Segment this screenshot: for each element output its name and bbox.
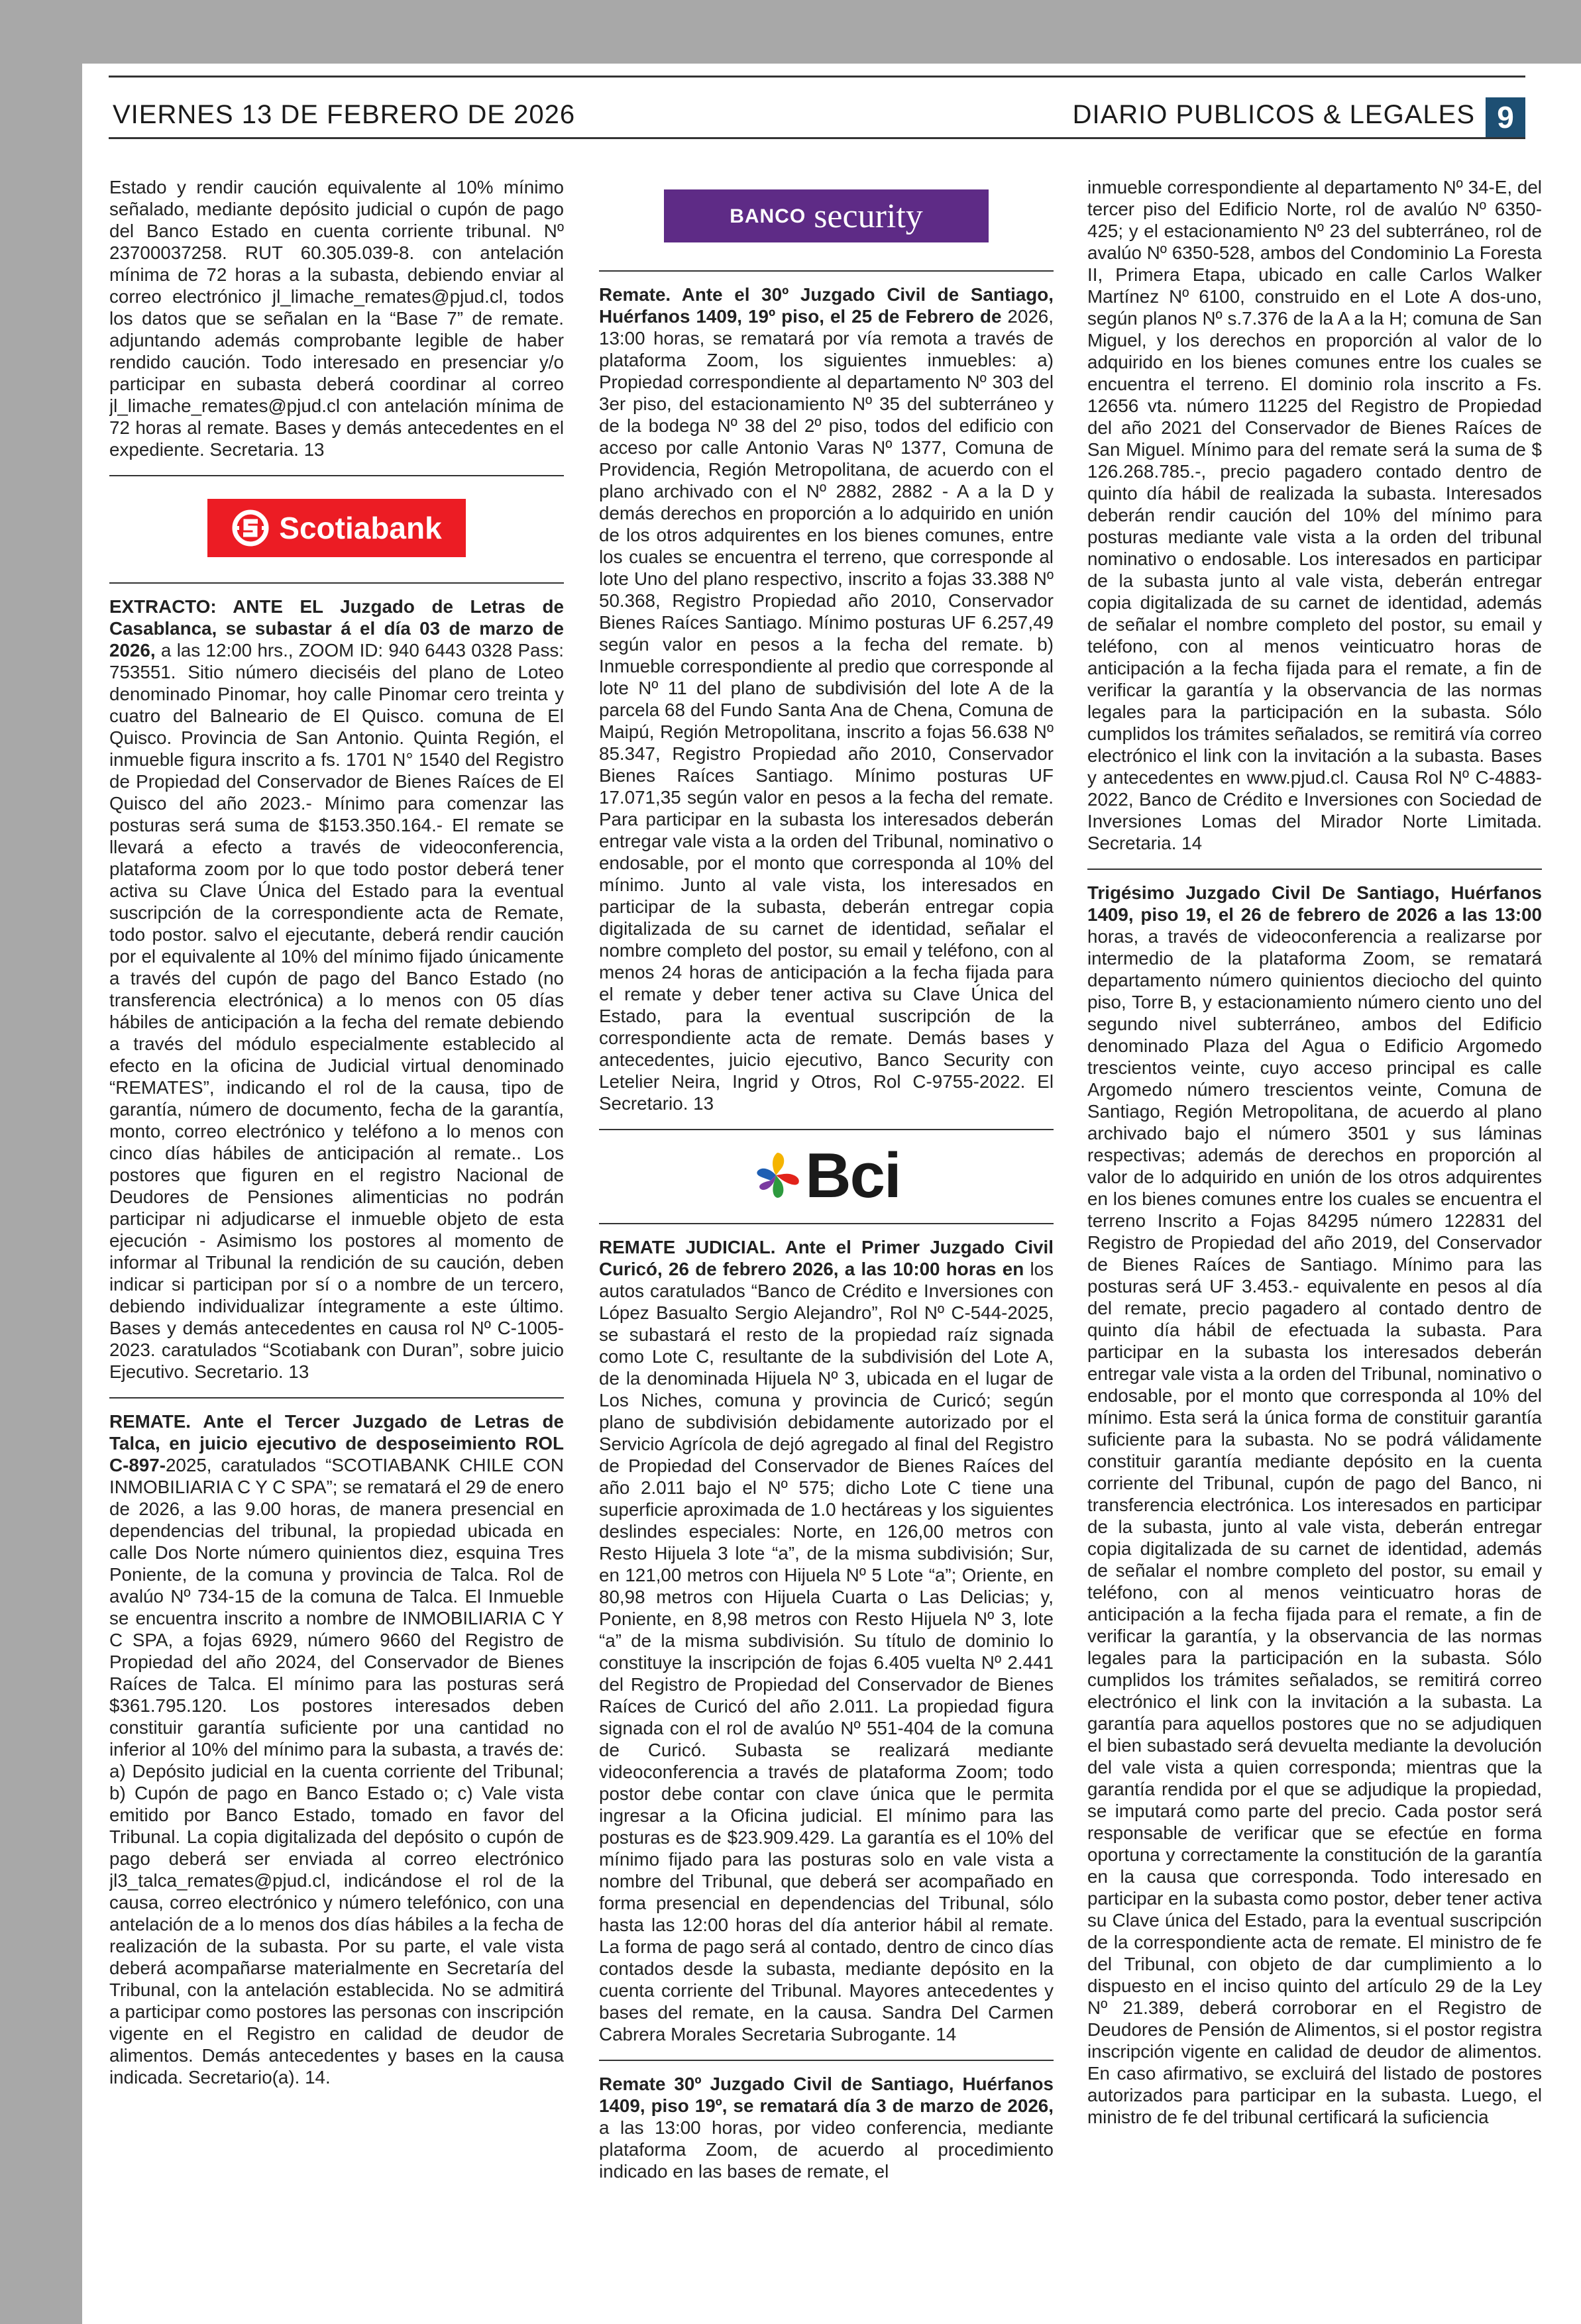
notice-heading: REMATE JUDICIAL. Ante el Primer Juzgado Civil Curicó, 26 de febrero 2026, a las 10:00 horas en <box>599 1237 1054 1279</box>
header-date: VIERNES 13 DE FEBRERO DE 2026 <box>113 100 576 129</box>
notice-heading: EXTRACTO: ANTE EL Juzgado de Letras de Casablanca, se subastar á el día 03 de marzo de 2026, <box>109 596 564 660</box>
notice-trigesimo-juzgado <box>1087 882 1542 2128</box>
newspaper-page <box>82 64 1581 2324</box>
bci-star-icon <box>752 1149 805 1202</box>
banco-security-logo <box>599 176 1054 256</box>
scotiabank-s-icon <box>231 509 270 547</box>
header-publication-name: DIARIO PUBLICOS & LEGALES <box>1072 100 1475 129</box>
notice-text: 2025, caratulados “SCOTIABANK CHILE CON INMOBILIARIA C Y C SPA”; se rematará el 29 de enero de 2026, a las 9.00 horas, de manera presencial en dependencias del tribunal, la propiedad ubicada en calle Dos Norte número quinientos diez, esquina Tres Poniente, de la comuna y provincia de Talca. Rol de avalúo Nº 734-15 de la comuna de Talca. El Inmueble se encuentra inscrito a nombre de INMOBILIARIA C Y C SPA, a fojas 6929, número 9660 del Registro de Propiedad del año 2024, del Conservador de Bienes Raíces de Talca. El mínimo para las posturas será $361.795.120. Los postores interesados deben constituir garantía suficiente por una cantidad no inferior al 10% del mínimo para la subasta, a través de: a) Depósito judicial en la cuenta corriente del Tribunal; b) Cupón de pago en Banco Estado o; c) Vale vista emitido por Banco Estado, tomado en favor del Tribunal. La copia digitalizada del depósito o cupón de pago deberá ser enviada al correo electrónico jl3_talca_remates@pjud.cl, indicándose el rol de la causa, correo electrónico y número telefónico, con una antelación de a lo menos dos días hábiles a la fecha de realización de la subasta. Por su parte, el vale vista deberá acompañarse materialmente en Secretaría del Tribunal, con la antelación establecida. No se admitirá a participar como postores las personas con inscripción vigente en el Registro en calidad de deudor de alimentos. Demás antecedentes y bases en la causa indicada. Secretario(a). 14. <box>109 1455 564 2087</box>
divider <box>109 582 564 584</box>
notice-security-remate <box>599 284 1054 1114</box>
notice-curico <box>599 1236 1054 2045</box>
notice-text: 2026, 13:00 horas, se rematará por vía remota a través de plataforma Zoom, los siguientes inmuebles: a) Propiedad correspondiente al departamento Nº 303 del 3er piso, del estacionamiento Nº 35 del subterráneo y de la bodega Nº 38 del 2º piso, todos del edificio con acceso por calle Antonio Varas Nº 1377, Comuna de Providencia, Región Metropolitana, de acuerdo con el plano archivado con el Nº 2882, 2882 - A a la D y demás derechos en proporción a lo adquirido en unión de los otros adquirentes en los bienes comunes, entre los cuales se encuentra el terreno, que corresponde al lote Uno del plano respectivo, inscrito a fojas 33.388 Nº 50.368, Registro Propiedad año 2010, Conservador Bienes Raíces Santiago. Mínimo posturas UF 6.257,49 según valor en pesos a la fecha del remate. b) Inmueble correspondiente al predio que corresponde al lote Nº 11 del plano de subdivisión del lote A de la parcela 68 del Fundo Santa Ana de Chena, Comuna de Maipú, Región Metropolitana, inscrito a fojas 56.638 Nº 85.347, Registro Propiedad año 2010, Conservador Bienes Raíces Santiago. Mínimo posturas UF 17.071,35 según valor en pesos a la fecha del remate. Para participar en la subasta los interesados deberán entregar vale vista a la orden del Tribunal, nominativo o endosable, por el monto que corresponda al 10% del mínimo. Junto al vale vista, los interesados en participar de la subasta, deberán entregar copia digitalizada de su carnet de identidad, señalar el nombre completo del postor, su email y teléfono, con al menos 24 horas de anticipación a la fecha fijada para el remate y deber tener activa su Clave Única del Estado, para la eventual suscripción de la correspondiente acta de remate. Demás bases y antecedentes, juicio ejecutivo, Banco Security con Letelier Neira, Ingrid y Otros, Rol C-9755-2022. El Secretario. 13 <box>599 306 1054 1114</box>
notice-heading: Trigésimo Juzgado Civil De Santiago, Huérfanos 1409, piso 19, el 26 de febrero de 2026 a las 13:00 <box>1087 882 1542 925</box>
divider <box>599 2060 1054 2061</box>
notice-text: inmueble correspondiente al departamento Nº 34-E, del tercer piso del Edificio Norte, rol de avalúo Nº 6350-425; y el estacionamiento Nº 23 del subterráneo, rol de avalúo Nº 6350-528, ambos del Condominio La Foresta II, Primera Etapa, ubicado en calle Carlos Walker Martínez Nº 6100, construido en el Lote A dos-uno, según planos Nº s.7.376 de la A a la H; comuna de San Miguel, y los derechos en proporción al valor de lo adquirido en los bienes comunes entre los cuales se encuentra el terreno. El dominio rola inscrito a Fs. 12656 vta. número 11225 del Registro de Propiedad del año 2021 del Conservador de Bienes Raíces de San Miguel. Mínimo para del remate será la suma de $ 126.268.785.-, precio pagadero contado dentro de quinto día hábil de realizada la subasta. Interesados deberán rendir caución del 10% del mínimo para posturas mediante vale vista a la orden del tribunal nominativo o endosable. Los interesados en participar de la subasta junto al vale vista, deberán entregar copia digitalizada de su carnet de identidad, además de señalar el nombre completo del postor, su email y teléfono, con al menos veinticuatro horas de anticipación a la fecha fijada para el remate, a fin de verificar la garantía y la observancia de las normas legales para la participación en la subasta. Sólo cumplidos los trámites señalados, se remitirá vía correo electrónico el link con la invitación a la subasta. Bases y antecedentes en www.pjud.cl. Causa Rol Nº C-4883-2022, Banco de Crédito e Inversiones con Sociedad de Inversiones Lomas del Mirador Norte Limitada. Secretaria. 14 <box>1087 177 1542 853</box>
column-1 <box>109 176 564 2309</box>
column-3 <box>1087 176 1542 2309</box>
divider <box>109 475 564 476</box>
notice-30-juzgado <box>599 2073 1054 2182</box>
notice-text: a las 13:00 horas, por video conferencia, mediante plataforma Zoom, de acuerdo al procedimiento indicado en las bases de remate, el <box>599 2117 1054 2182</box>
notice-heading: Remate. Ante el 30º Juzgado Civil de Santiago, Huérfanos 1409, 19º piso, el 25 de Febrero de <box>599 284 1054 327</box>
bci-wordmark: Bci <box>805 1139 900 1211</box>
notice-san-miguel-continuation <box>1087 176 1542 854</box>
security-logo-security: security <box>814 197 923 235</box>
divider <box>599 1223 1054 1224</box>
notice-text: a las 12:00 hrs., ZOOM ID: 940 6443 0328 Pass: 753551. Sitio número dieciséis del plano de Loteo denominado Pinomar, hoy calle Pinomar cero treinta y cuatro del Balneario de El Quisco. comuna de El Quisco. Provincia de San Antonio. Quinta Región, el inmueble figura inscrito a fs. 1701 N° 1540 del Registro de Propiedad del Conservador de Bienes Raíces de El Quisco del año 2023.- Mínimo para comenzar las posturas será suma de $153.350.164.- El remate se llevará a efecto a través de videoconferencia, plataforma zoom por lo que todo postor deberá tener activa su Clave Única del Estado para la eventual suscripción de la correspondiente acta de Remate, todo postor. salvo el ejecutante, deberá rendir caución por el equivalente al 10% del mínimo fijado únicamente a través del cupón de pago del Banco Estado (no transferencia electrónica) a lo menos con 05 días hábiles de anticipación a la fecha del remate debiendo a través del módulo especialmente establecido al efecto en la oficina de Judicial virtual denominado “REMATES”, indicando el rol de la causa, tipo de garantía, número de documento, fecha de la garantía, monto, correo electrónico y teléfono a lo menos con cinco días hábiles de anticipación al remate.. Los postores que figuren en el registro Nacional de Deudores de Pensiones alimenticias no podrán participar ni adjudicarse el inmueble objeto de esta ejecución - Asimismo los postores al momento de informar al Tribunal la rendición de su caución, deben indicar si participan por sí o a nombre de un tercero, debiendo individualizar íntegramente a este último. Bases y demás antecedentes en causa rol Nº C-1005-2023. caratulados “Scotiabank con Duran”, sobre juicio Ejecutivo. Secretario. 13 <box>109 640 564 1382</box>
divider <box>1087 869 1542 870</box>
notice-casablanca <box>109 596 564 1383</box>
page-number-badge: 9 <box>1486 97 1525 137</box>
notice-text: horas, a través de videoconferencia a realizarse por intermedio de la plataforma Zoom, se rematará departamento número quinientos dieciocho del quinto piso, Torre B, y estacionamiento número ciento uno del segundo nivel subterráneo, ambos del Edificio denominado Plaza del Agua o Edificio Argomedo trescientos veinte, cuyo acceso principal es calle Argomedo número trescientos veinte, Comuna de Santiago, Región Metropolitana, de acuerdo al plano archivado bajo el número 3501 y sus láminas respectivas; además de derechos en proporción al valor de lo adquirido en unión de los otros adquirentes en los bienes comunes entre los cuales se encuentra el terreno Inscrito a Fojas 84295 número 122831 del Registro de Propiedad del año 2019, del Conservador de Bienes Raíces de Santiago. Mínimo para las posturas será UF 3.453.- equivalente en pesos al día del remate, precio pagadero al contado dentro de quinto día hábil de efectuada la subasta. Para participar en la subasta los interesados deberán entregar vale vista a la orden del Tribunal, nominativo o endosable, por el monto que corresponda al 10% del mínimo. Esta será la única forma de constituir garantía suficiente para la subasta. No se podrá válidamente constituir garantía mediante depósito en la cuenta corriente del Tribunal, cupón de pago del Banco, ni transferencia electrónica. Los interesados en participar de la subasta, junto al vale vista, deberán entregar copia digitalizada de su carnet de identidad, además de señalar el nombre completo del postor, su email y teléfono, con al menos veinticuatro horas de anticipación a la fecha fijada para el remate, a fin de verificar la garantía, y la observancia de las normas legales para la participación en la subasta. Sólo cumplidos los trámites señalados, se remitirá correo electrónico el link con la invitación a la subasta. La garantía para aquellos postores que no se adjudiquen el bien subastado será devuelta mediante la devolución del vale vista a quien corresponda; mientras que la garantía rendida por el que se adjudique la propiedad, se imputará como parte del precio. Cada postor será responsable de verificar que se efectúe en forma oportuna y correctamente la constitución de la garantía en la causa que corresponda. Todo interesado en participar en la subasta como postor, deber tener activa su Clave única del Estado, para la eventual suscripción de la correspondiente acta de remate. El ministro de fe del Tribunal, con objeto de dar cumplimiento a lo dispuesto en el inciso quinto del artículo 29 de la Ley Nº 21.389, deberá corroborar en el Registro de Deudores de Pensión de Alimentos, si el postor registra inscripción vigente en calidad de deudor de alimentos. En caso afirmativo, se excluirá del listado de postores autorizados para participar en la subasta. Luego, el ministro de fe del tribunal certificará la suficiencia <box>1087 926 1542 2127</box>
security-logo-banco: BANCO <box>730 205 806 227</box>
scotiabank-wordmark: Scotiabank <box>279 510 442 545</box>
notice-talca <box>109 1410 564 2088</box>
divider <box>599 1129 1054 1130</box>
notice-limache-continuation <box>109 176 564 460</box>
divider <box>599 270 1054 272</box>
bci-logo <box>599 1139 1054 1211</box>
notice-heading: REMATE. Ante el Tercer Juzgado de Letras de Talca, en juicio ejecutivo de desposeimiento ROL C-897- <box>109 1411 564 1475</box>
notice-text: Estado y rendir caución equivalente al 10% mínimo señalado, mediante depósito judicial o cupón de pago del Banco Estado en cuenta corriente tribunal. Nº 23700037258. RUT 60.305.039-8. con antelación mínima de 72 horas a la subasta, debiendo enviar al correo electrónico jl_limache_remates@pjud.cl, todos los datos que se señalan en la “Base 7” de remate. adjuntando además comprobante legible de haber rendido caución. Todo interesado en presenciar y/o participar en subasta deberá coordinar al correo jl_limache_remates@pjud.cl con antelación mínima de 72 horas al remate. Bases y demás antecedentes en el expediente. Secretaria. 13 <box>109 177 564 460</box>
notice-heading: Remate 30º Juzgado Civil de Santiago, Huérfanos 1409, piso 19º, se rematará día 3 de marzo de 2026, <box>599 2074 1054 2116</box>
notice-text: los autos caratulados “Banco de Crédito e Inversiones con López Basualto Sergio Alejandro”, Rol Nº C-544-2025, se subastará el resto de la propiedad raíz signada como Lote C, resultante de la subdivisión del Lote A, de la denominada Hijuela Nº 3, ubicada en el lugar de Los Niches, comuna y provincia de Curicó; según plano de subdivisión debidamente autorizado por el Servicio Agrícola de dejó agregado al final del Registro de Propiedad del Conservador de Bienes Raíces del año 2.011 bajo el Nº 575; dicho Lote C tiene una superficie aproximada de 1.0 hectáreas y los siguientes deslindes especiales: Norte, en 126,00 metros con Resto Hijuela 3 lote “a”, de la misma subdivisión; Sur, en 121,00 metros con Hijuela Nº 5 Lote “a”; Oriente, en 80,98 metros con Hijuela Cuarta o Las Delicias; y, Poniente, en 8,98 metros con Resto Hijuela Nº 3, lote “a” de la misma subdivisión. Su título de dominio lo constituye la inscripción de fojas 6.405 vuelta Nº 2.441 del Registro de Propiedad del Conservador de Bienes Raíces de Curicó del año 2.011. La propiedad figura signada con el rol de avalúo Nº 551-404 de la comuna de Curicó. Subasta se realizará mediante videoconferencia a través de plataforma Zoom; todo postor debe contar con clave única que le permita ingresar a la Oficina judicial. El mínimo para las posturas es de $23.909.429. La garantía es el 10% del mínimo fijado para las posturas solo en vale vista a nombre del Tribunal, que deberá ser acompañado en forma presencial en dependencias del Tribunal, sólo hasta las 12:00 horas del día anterior hábil al remate. La forma de pago será al contado, dentro de cinco días contados desde la subasta, mediante depósito en la cuenta corriente del Tribunal. Mayores antecedentes y bases del remate, en la causa. Sandra Del Carmen Cabrera Morales Secretaria Subrogante. 14 <box>599 1259 1054 2044</box>
page-header <box>109 76 1525 139</box>
divider <box>109 1397 564 1399</box>
column-2 <box>599 176 1054 2309</box>
scotiabank-logo <box>109 488 564 568</box>
